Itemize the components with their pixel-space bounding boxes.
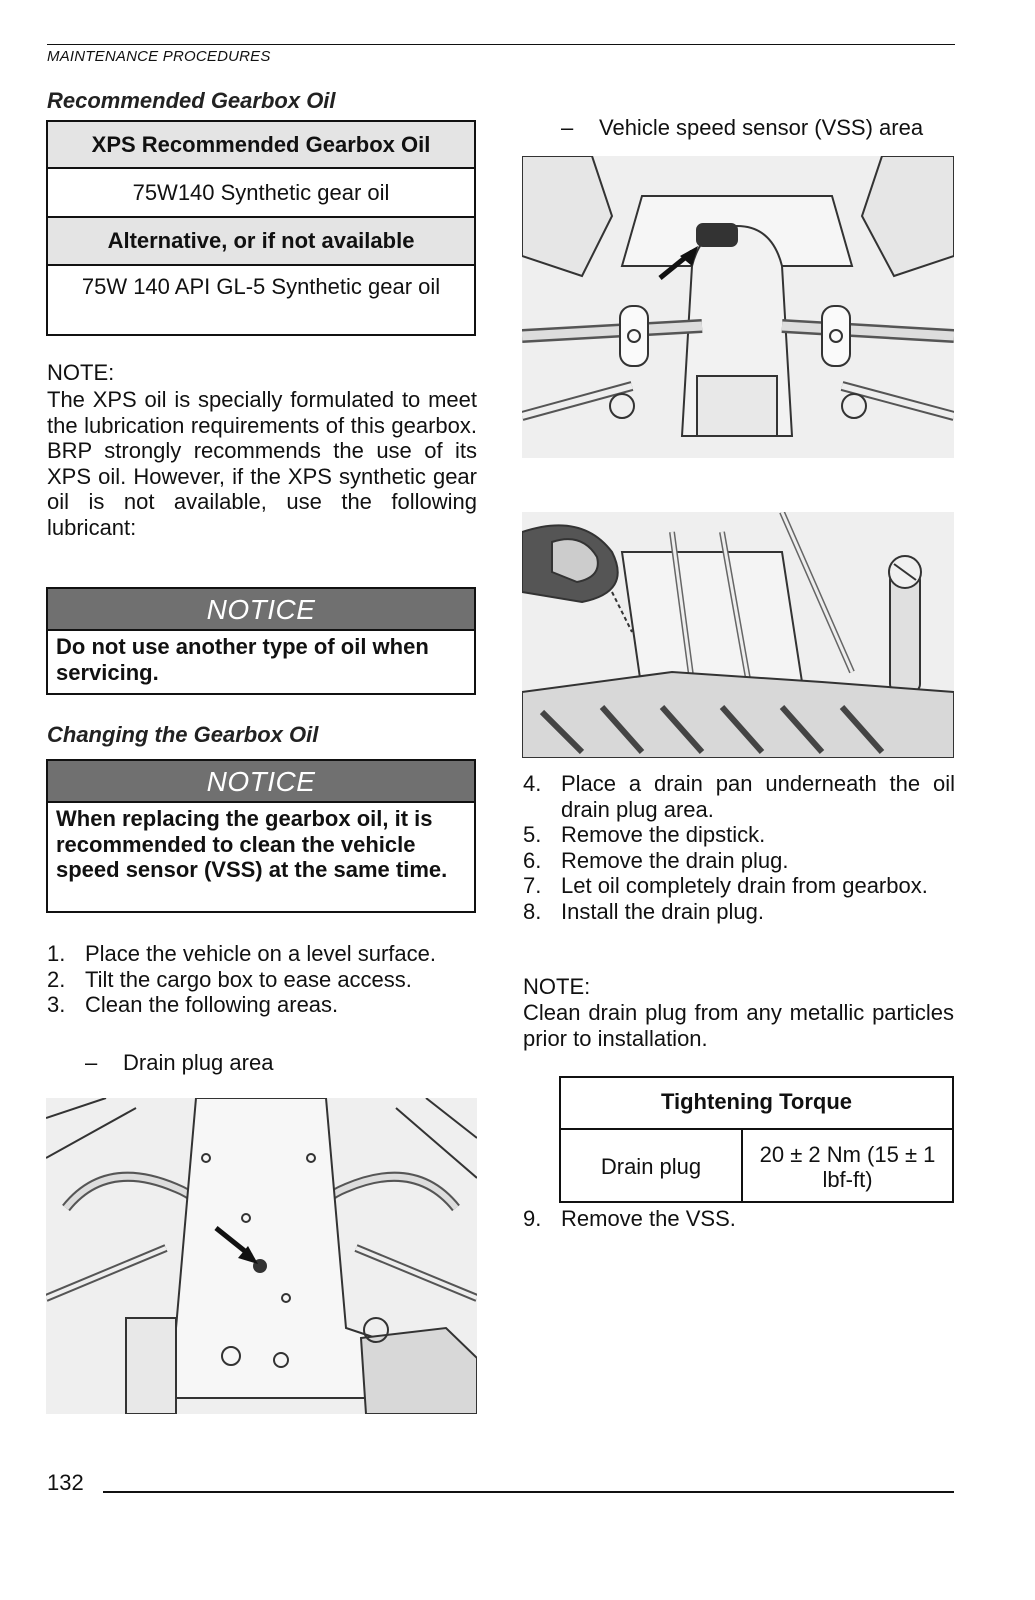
page-number: 132 xyxy=(47,1470,84,1495)
list-item: 9. Remove the VSS. xyxy=(523,1206,736,1231)
note-text-right: Clean drain plug from any metallic particles prior to installation. xyxy=(523,1000,954,1051)
torque-table-value: 20 ± 2 Nm (15 ± 1 lbf-ft) xyxy=(759,1141,936,1192)
step-9 xyxy=(523,1206,955,1232)
list-item: 4. Place a drain pan underneath the oil drain plug area. xyxy=(523,771,955,822)
list-item: 7. Let oil completely drain from gearbox. xyxy=(523,873,928,899)
torque-table-title: Tightening Torque xyxy=(561,1078,952,1130)
sub-item-drain-plug: – Drain plug area xyxy=(85,1050,274,1075)
torque-table-row xyxy=(561,1130,952,1203)
notice-header: NOTICE xyxy=(48,761,474,803)
list-item: 6. Remove the drain plug. xyxy=(523,847,789,873)
recommended-oil-title: Recommended Gearbox Oil xyxy=(47,88,336,113)
list-item: 8. Install the drain plug. xyxy=(523,898,765,924)
sub-item-vss-area: – Vehicle speed sensor (VSS) area xyxy=(561,114,924,140)
notice-box-oil-type xyxy=(46,587,476,695)
figure-dipstick-area xyxy=(522,512,954,758)
notice-header: NOTICE xyxy=(48,589,474,631)
oil-table-alternative-value: 75W 140 API GL-5 Synthetic gear oil xyxy=(81,274,441,299)
list-item: 3. Clean the following areas. xyxy=(47,992,339,1018)
list-item: 1. Place the vehicle on a level surface. xyxy=(47,941,436,966)
figure-vss-area xyxy=(522,156,954,458)
note-label-right: NOTE: xyxy=(523,974,591,999)
torque-table-label: Drain plug xyxy=(561,1130,743,1203)
footer-rule xyxy=(103,1491,954,1493)
steps-list-left xyxy=(47,941,477,1018)
note-label: NOTE: xyxy=(47,360,115,385)
note-text: The XPS oil is specially formulated to meet the lubrication requirements of this gearbox. BRP strongly recommends the use of its XPS oil. However, if the XPS synthetic gear oil is not available, use the following lubricant: xyxy=(47,387,477,540)
notice-box-vss xyxy=(46,759,476,913)
changing-oil-title: Changing the Gearbox Oil xyxy=(47,722,319,747)
header-rule xyxy=(47,44,955,45)
oil-table-recommended-value: 75W140 Synthetic gear oil xyxy=(48,169,474,218)
torque-table xyxy=(559,1076,954,1203)
notice-text: When replacing the gearbox oil, it is recommended to clean the vehicle speed sensor (VSS) at the same time. xyxy=(56,806,448,883)
oil-table xyxy=(46,120,476,336)
oil-table-head-alternative: Alternative, or if not available xyxy=(48,218,474,266)
list-item: 5. Remove the dipstick. xyxy=(523,822,766,848)
notice-text: Do not use another type of oil when servicing. xyxy=(56,634,429,685)
figure-drain-plug-area xyxy=(46,1098,477,1414)
oil-table-head-recommended: XPS Recommended Gearbox Oil xyxy=(48,122,474,169)
list-item: 2. Tilt the cargo box to ease access. xyxy=(47,966,412,992)
running-header: MAINTENANCE PROCEDURES xyxy=(47,48,271,65)
steps-list-right xyxy=(523,771,955,925)
